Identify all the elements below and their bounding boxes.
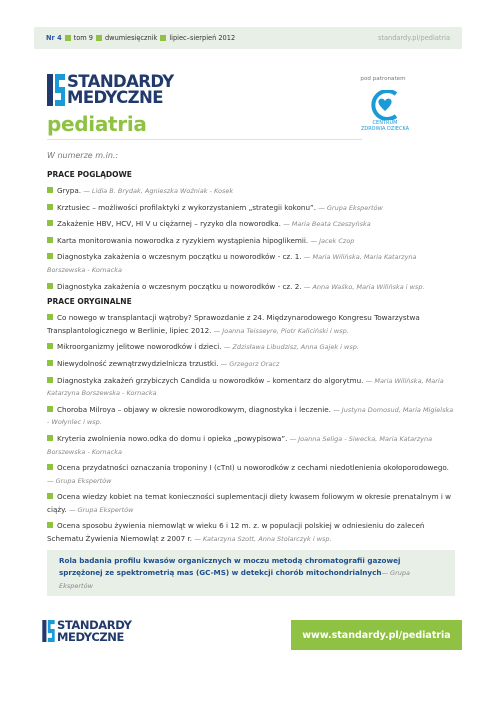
article-authors: — Joanna Teisseyre, Piotr Kaliciński i wsp.	[213, 326, 349, 335]
issue-number: Nr 4	[46, 34, 62, 42]
list-item	[47, 520, 455, 545]
footer-logo-line-2: MEDYCZNE	[57, 629, 124, 644]
section-title: PRACE POGLĄDOWE	[47, 170, 132, 179]
article-title: Ocena przydatności oznaczania troponiny I (cTnI) u noworodków z cechami niedotlenienia okołoporodowego.	[57, 463, 449, 473]
bullet-square-icon	[47, 522, 53, 528]
article-authors: — Justyna Domosud, Maria Migielska - Wołynlec i wsp.	[47, 405, 454, 427]
list-item	[47, 341, 455, 354]
article-authors: — Jacek Czop	[310, 236, 355, 245]
list-item	[47, 312, 455, 337]
footer-logo-text	[57, 620, 132, 643]
bullet-square-icon	[47, 435, 53, 441]
article-authors: — Grupa Ekspertów	[318, 203, 383, 212]
bullet-square-icon	[47, 237, 53, 243]
logo-line-2: MEDYCZNE	[67, 88, 163, 107]
footer-url-link[interactable]: www.standardy.pl/pediatria	[291, 620, 462, 650]
bullet-square-icon	[47, 220, 53, 226]
article-list	[47, 312, 455, 546]
bullet-square-icon	[47, 187, 53, 193]
article-title: Choroba Milroya – objawy w okresie noworodkowym, diagnostyka i leczenie.	[57, 404, 331, 414]
article-title: Grypa.	[57, 186, 82, 195]
journal-title: pediatria	[47, 112, 147, 136]
bullet-square-icon	[47, 204, 53, 210]
list-item	[47, 235, 455, 248]
list-item	[47, 404, 455, 429]
list-item	[47, 202, 455, 215]
list-item	[47, 218, 455, 231]
article-title: Ocena sposobu żywienia niemowląt w wieku 6 i 12 m. z. w populacji polskiej w odniesieniu do zaleceń Schematu Żywienia Niemowląt z 2007 r.	[47, 521, 425, 544]
article-authors: — Grupa Ekspertów	[47, 476, 112, 485]
volume: tom 9	[73, 34, 93, 42]
article-authors: — Maria Wilińska, Maria Katarzyna Borszewska - Kornacka	[47, 253, 417, 274]
article-list	[47, 185, 455, 293]
separator-square-icon	[65, 35, 71, 41]
article-authors: — Maria Beata Czeszyńska	[283, 220, 371, 229]
article-title: Kryteria zwolnienia nowo.odka do domu i opieka „powypisowa”.	[57, 433, 288, 443]
article-authors: — Zdzisława Libudzisz, Anna Gajek i wsp.	[223, 343, 359, 352]
article-authors: — Grupa Ekspertów	[68, 505, 134, 514]
patronage-org	[352, 120, 418, 133]
list-item	[47, 251, 455, 276]
bullet-square-icon	[47, 283, 53, 289]
article-authors: — Lidia B. Brydak, Agnieszka Woźniak - Kosek	[83, 187, 234, 195]
article-title: Mikroorganizmy jelitowe noworodków i dzieci.	[57, 342, 222, 352]
bullet-square-icon	[47, 377, 53, 383]
intro-text: W numerze m.in.:	[47, 151, 119, 160]
logo-mark-icon	[42, 620, 55, 642]
article-authors: — Anna Waśko, Maria Wilińska i wsp.	[303, 282, 425, 291]
frequency: dwumiesięcznik	[105, 34, 158, 42]
list-item	[47, 491, 455, 516]
list-item	[47, 281, 455, 294]
patronage-label: pod patronatem	[360, 76, 406, 82]
featured-article-authors: — Grupa Ekspertów	[59, 569, 410, 590]
list-item	[47, 433, 455, 458]
czd-heart-icon	[368, 90, 402, 120]
logo-line-1: STANDARDY	[67, 72, 174, 91]
article-title: Zakażenie HBV, HCV, HI V u ciężarnej – ryzyko dla noworodka.	[57, 219, 281, 229]
article-title: Niewydolność zewnątrzwydzielnicza trzustki.	[57, 358, 219, 368]
list-item	[47, 375, 455, 400]
separator-square-icon	[96, 35, 102, 41]
bullet-square-icon	[47, 464, 53, 470]
section-title: PRACE ORYGINALNE	[47, 297, 132, 307]
article-title: Ocena wiedzy kobiet na temat konieczności suplementacji diety kwasem foliowym w okresie prenatalnym i w ciąży.	[47, 492, 452, 514]
article-title: Diagnostyka zakażenia o wczesnym początku u noworodków - cz. 1.	[57, 252, 302, 262]
featured-article	[47, 550, 455, 596]
patronage-org-line-1: CENTRUM	[372, 120, 398, 126]
article-authors: — Katarzyna Szott, Anna Stolarczyk i wsp.	[194, 535, 332, 544]
bullet-square-icon	[47, 253, 53, 259]
bullet-square-icon	[47, 343, 53, 349]
bullet-square-icon	[47, 360, 53, 366]
patronage-org-line-2: ZDROWIA DZIECKA	[360, 126, 410, 133]
patronage	[360, 76, 410, 133]
bullet-square-icon	[47, 314, 53, 320]
article-authors: — Maria Wilińska, Maria Katarzyna Borszewska - Kornacka	[47, 376, 444, 398]
article-authors: — Grzegorz Oracz	[220, 359, 280, 368]
table-of-contents	[47, 151, 455, 550]
logo-text	[67, 74, 174, 106]
header-site-link[interactable]: standardy.pl/pediatria	[377, 34, 450, 42]
list-item	[47, 358, 455, 371]
list-item	[47, 462, 455, 487]
featured-article-title: Rola badania profilu kwasów organicznych w moczu metodą chromatografii gazowej sprzężonej ze spektrometrią mas (GC-MS) w detekcji chorób mitochondrialnych	[59, 556, 401, 578]
header-bar	[34, 27, 462, 49]
title-divider	[47, 139, 362, 140]
period: lipiec–sierpień 2012	[169, 34, 236, 42]
article-title: Krztusiec – możliwości profilaktyki z wykorzystaniem „strategii kokonu”.	[57, 202, 317, 212]
article-title: Diagnostyka zakażeń grzybiczych Candida u noworodków – komentarz do algorytmu.	[57, 375, 364, 385]
article-title: Diagnostyka zakażenia o wczesnym początku u noworodków - cz. 2.	[57, 281, 302, 291]
list-item	[47, 185, 455, 198]
separator-square-icon	[160, 35, 166, 41]
bullet-square-icon	[47, 493, 53, 499]
article-title: Co nowego w transplantacji wątroby? Sprawozdanie z 24. Międzynarodowego Kongresu Towarzystwa Transplantologicznego w Berlinie, lipiec 2012.	[47, 313, 420, 335]
footer-logo-line-1: STANDARDY	[57, 618, 132, 632]
bullet-square-icon	[47, 406, 53, 412]
article-title: Karta monitorowania noworodka z ryzykiem wystąpienia hipoglikemii.	[57, 235, 309, 245]
article-authors: — Joanna Seliga - Siwecka, Maria Katarzyna Borszewska - Kornacka	[47, 434, 433, 456]
logo-mark-icon	[47, 74, 65, 106]
